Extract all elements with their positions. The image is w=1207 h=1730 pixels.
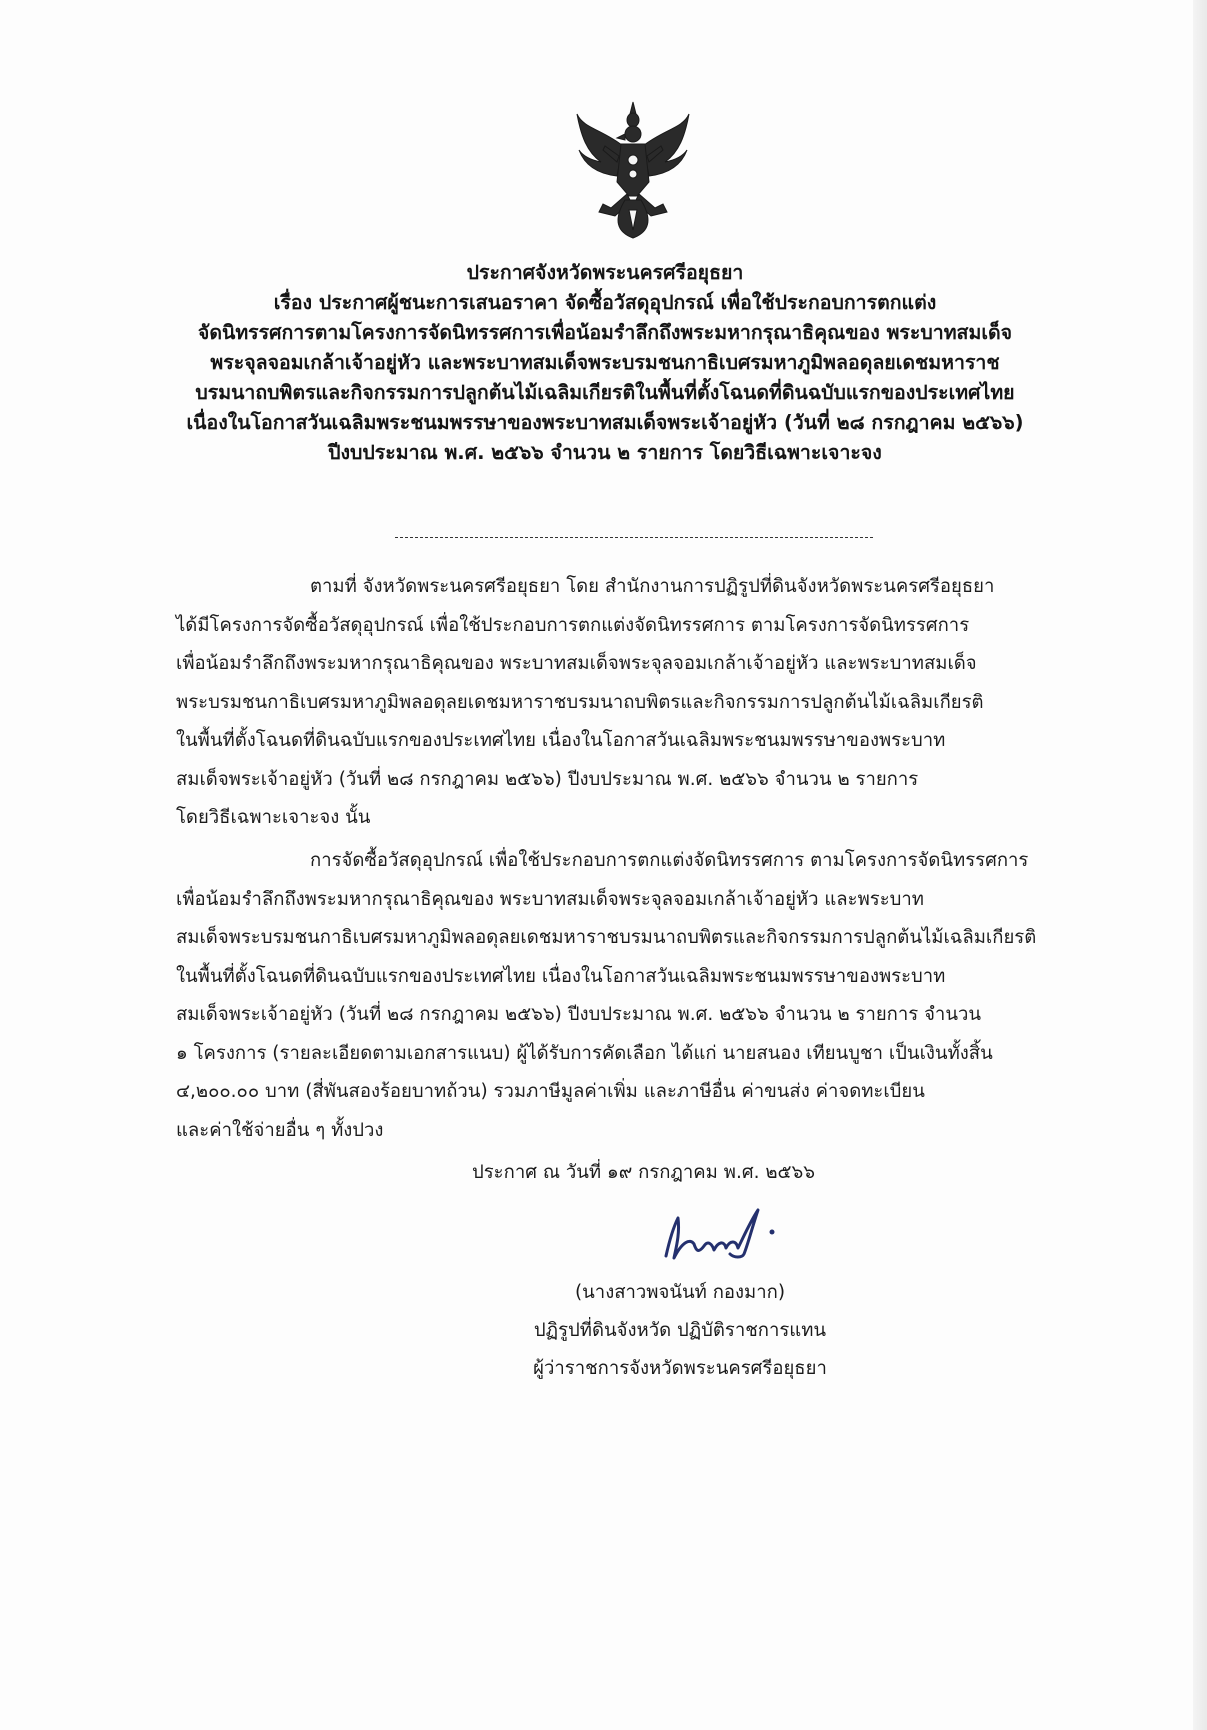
paragraph-line: สมเด็จพระเจ้าอยู่หัว (วันที่ ๒๘ กรกฎาคม ๒๕๖๖) ปีงบประมาณ พ.ศ. ๒๕๖๖ จำนวน ๒ รายการ จำนวน: [176, 1004, 982, 1025]
paragraph-line: ในพื้นที่ตั้งโฉนดที่ดินฉบับแรกของประเทศไทย เนื่องในโอกาสวันเฉลิมพระชนมพรรษาของพระบาท: [176, 730, 946, 751]
subject-line: เนื่องในโอกาสวันเฉลิมพระชนมพรรษาของพระบาทสมเด็จพระเจ้าอยู่หัว (วันที่ ๒๘ กรกฎาคม ๒๕๖๖): [186, 411, 1024, 434]
paragraph-line: ตามที่ จังหวัดพระนครศรีอยุธยา โดย สำนักงานการปฏิรูปที่ดินจังหวัดพระนครศรีอยุธยา: [310, 576, 995, 597]
announcement-date: ประกาศ ณ วันที่ ๑๙ กรกฎาคม พ.ศ. ๒๕๖๖: [472, 1162, 816, 1183]
document-header: [120, 258, 1090, 468]
body-paragraph-2: [176, 842, 1106, 1150]
paragraph-line: สมเด็จพระเจ้าอยู่หัว (วันที่ ๒๘ กรกฎาคม ๒๕๖๖) ปีงบประมาณ พ.ศ. ๒๕๖๖ จำนวน ๒ รายการ: [176, 768, 919, 790]
signer-position: ผู้ว่าราชการจังหวัดพระนครศรีอยุธยา: [533, 1358, 827, 1379]
subject-line: บรมนาถบพิตรและกิจกรรมการปลูกต้นไม้เฉลิมเกียรติในพื้นที่ตั้งโฉนดที่ดินฉบับแรกของประเทศไทย: [195, 381, 1015, 404]
handwritten-signature: [660, 1198, 780, 1268]
body-paragraph-1: [176, 568, 1106, 838]
paragraph-line: ๑ โครงการ (รายละเอียดตามเอกสารแนบ) ผู้ได้รับการคัดเลือก ได้แก่ นายสนอง เทียนบูชา เป็นเงินทั้งสิ้น: [176, 1042, 993, 1064]
paragraph-line: เพื่อน้อมรำลึกถึงพระมหากรุณาธิคุณของ พระบาทสมเด็จพระจุลจอมเกล้าเจ้าอยู่หัว และพระบาทสมเด็จ: [176, 653, 977, 674]
paragraph-line: เพื่อน้อมรำลึกถึงพระมหากรุณาธิคุณของ พระบาทสมเด็จพระจุลจอมเกล้าเจ้าอยู่หัว และพระบาท: [176, 888, 924, 910]
paragraph-line: พระบรมชนกาธิเบศรมหาภูมิพลอดุลยเดชมหาราชบรมนาถบพิตรและกิจกรรมการปลูกต้นไม้เฉลิมเกียรติ: [176, 691, 984, 713]
signer-position: ปฏิรูปที่ดินจังหวัด ปฏิบัติราชการแทน: [533, 1320, 827, 1341]
paragraph-line: โดยวิธีเฉพาะเจาะจง นั้น: [176, 807, 371, 828]
announcement-title: ประกาศจังหวัดพระนครศรีอยุธยา: [466, 261, 744, 284]
subject-line: จัดนิทรรศการตามโครงการจัดนิทรรศการเพื่อน้อมรำลึกถึงพระมหากรุณาธิคุณของ พระบาทสมเด็จ: [197, 321, 1013, 344]
subject-line: เรื่อง ประกาศผู้ชนะการเสนอราคา จัดซื้อวัสดุอุปกรณ์ เพื่อใช้ประกอบการตกแต่ง: [273, 291, 937, 314]
paragraph-line: ได้มีโครงการจัดซื้อวัสดุอุปกรณ์ เพื่อใช้ประกอบการตกแต่งจัดนิทรรศการ ตามโครงการจัดนิทรรศการ: [176, 614, 970, 636]
signer-name: (นางสาวพจนันท์ กองมาก): [574, 1282, 786, 1303]
page-edge-shadow: [1193, 0, 1207, 1730]
header-divider: [395, 537, 873, 538]
paragraph-line: การจัดซื้อวัสดุอุปกรณ์ เพื่อใช้ประกอบการตกแต่งจัดนิทรรศการ ตามโครงการจัดนิทรรศการ: [310, 850, 1029, 871]
garuda-emblem-icon: [573, 100, 693, 240]
subject-line: พระจุลจอมเกล้าเจ้าอยู่หัว และพระบาทสมเด็จพระบรมชนกาธิเบศรมหาภูมิพลอดุลยเดชมหาราช: [210, 351, 1000, 374]
signer-block: [460, 1274, 900, 1388]
subject-line: ปีงบประมาณ พ.ศ. ๒๕๖๖ จำนวน ๒ รายการ โดยวิธีเฉพาะเจาะจง: [328, 441, 882, 464]
paragraph-line: ๔,๒๐๐.๐๐ บาท (สี่พันสองร้อยบาทถ้วน) รวมภาษีมูลค่าเพิ่ม และภาษีอื่น ค่าขนส่ง ค่าจดทะเบียน: [176, 1081, 925, 1102]
paragraph-line: ในพื้นที่ตั้งโฉนดที่ดินฉบับแรกของประเทศไทย เนื่องในโอกาสวันเฉลิมพระชนมพรรษาของพระบาท: [176, 965, 946, 987]
paragraph-line: สมเด็จพระบรมชนกาธิเบศรมหาภูมิพลอดุลยเดชมหาราชบรมนาถบพิตรและกิจกรรมการปลูกต้นไม้เฉลิมเกียรติ: [176, 927, 1037, 948]
paragraph-line: และค่าใช้จ่ายอื่น ๆ ทั้งปวง: [176, 1119, 384, 1141]
